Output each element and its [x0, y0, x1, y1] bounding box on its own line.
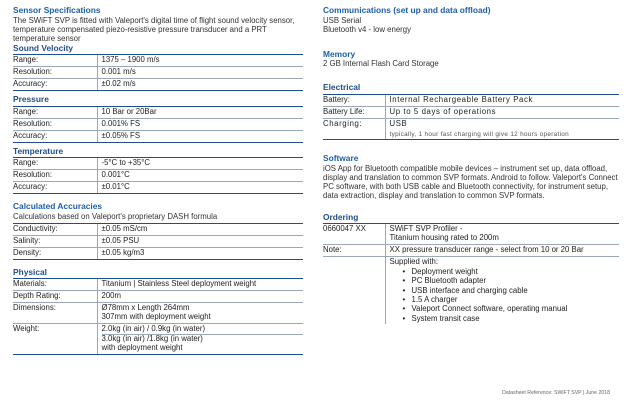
- spec-value: Internal Rechargeable Battery Pack: [385, 95, 619, 106]
- charging-note: typically, 1 hour fast charging will give 12 hours operation: [389, 130, 570, 138]
- spec-value: ±0.05 kg/m3: [97, 247, 303, 259]
- spec-value: -5°C to +35°C: [97, 158, 303, 169]
- product-line-2: Titanium housing rated to 200m: [389, 233, 499, 243]
- dimensions-line-1: Ø78mm x Length 264mm: [101, 303, 190, 313]
- sensor-specs-title: Sensor Specifications: [13, 5, 101, 15]
- table-row: [13, 55, 303, 66]
- spec-value: 10 Bar or 20Bar: [97, 107, 303, 118]
- spec-value: [97, 303, 303, 324]
- table-row: [13, 182, 303, 194]
- order-product: [385, 224, 619, 244]
- table-row: [13, 279, 303, 290]
- table-row: [13, 158, 303, 169]
- pressure-title: Pressure: [13, 95, 303, 107]
- table-row: [323, 118, 619, 139]
- software-title: Software: [323, 153, 359, 164]
- supplied-with: [385, 257, 619, 325]
- spec-value: 1375 – 1900 m/s: [97, 55, 303, 66]
- memory-title: Memory: [323, 48, 356, 59]
- spec-value: [97, 324, 303, 355]
- spec-label: Salinity:: [13, 235, 97, 247]
- spec-label: Battery:: [323, 95, 385, 106]
- note-value: XX pressure transducer range - select from 10 or 20 Bar: [385, 245, 619, 257]
- spec-label: Accuracy:: [13, 79, 97, 91]
- communications-line-1: USB Serial: [323, 15, 362, 25]
- spec-label: Accuracy:: [13, 130, 97, 142]
- table-row: [323, 224, 619, 244]
- spec-label: Range:: [13, 55, 97, 66]
- temperature-title: Temperature: [13, 147, 303, 159]
- ordering-title: Ordering: [323, 213, 619, 225]
- spec-value: ±0.05 PSU: [97, 235, 303, 247]
- table-row: [323, 245, 619, 257]
- table-row: [13, 224, 303, 235]
- weight-line-2: 3.0kg (in air) /1.8kg (in water): [101, 333, 203, 343]
- spec-value: Titanium | Stainless Steel deployment weight: [97, 279, 303, 290]
- spec-label: Battery Life:: [323, 106, 385, 118]
- table-row: [13, 107, 303, 118]
- ordering-table: [323, 224, 619, 324]
- table-row: [13, 303, 303, 324]
- spec-label: Depth Rating:: [13, 291, 97, 303]
- calculated-accuracies-table: [13, 224, 303, 260]
- table-row: [13, 291, 303, 303]
- spec-label: Range:: [13, 107, 97, 118]
- calculated-accuracies-text: Calculations based on Valeport's proprietary DASH formula: [13, 213, 303, 224]
- communications-line-2: Bluetooth v4 - low energy: [323, 24, 411, 34]
- sound-velocity-table: [13, 55, 303, 91]
- spec-value: [385, 118, 619, 139]
- list-item: • Valeport Connect software, operating manual: [412, 304, 620, 313]
- left-column: [13, 6, 303, 355]
- spec-value: ±0.05% FS: [97, 130, 303, 142]
- spec-value: 200m: [97, 291, 303, 303]
- spec-label: Resolution:: [13, 118, 97, 130]
- list-item: • Deployment weight: [412, 267, 620, 276]
- table-row: [13, 118, 303, 130]
- calculated-accuracies-title: Calculated Accuracies: [13, 201, 103, 212]
- weight-line-3: with deployment weight: [101, 342, 183, 352]
- spec-value: 0.001°C: [97, 170, 303, 182]
- temperature-table: [13, 158, 303, 194]
- spec-value: ±0.02 m/s: [97, 79, 303, 91]
- list-item: • System transit case: [412, 314, 620, 323]
- table-row: [13, 130, 303, 142]
- table-row: [13, 324, 303, 355]
- spec-label: Conductivity:: [13, 224, 97, 235]
- memory-line: 2 GB Internal Flash Card Storage: [323, 59, 439, 69]
- sound-velocity-title: Sound Velocity: [13, 44, 303, 56]
- spec-label: Resolution:: [13, 67, 97, 79]
- electrical-title: Electrical: [323, 83, 619, 95]
- list-item: • PC Bluetooth adapter: [412, 276, 620, 285]
- spec-value: ±0.01°C: [97, 182, 303, 194]
- sensor-specs-text: The SWiFT SVP is fitted with Valeport's digital time of flight sound velocity sensor, temperature compensated piezo-resistive pressure transducer and a PRT temperature sensor: [13, 15, 295, 43]
- software-text: iOS App for Bluetooth compatible mobile devices – instrument set up, data offload, display and translation to common SVP formats. Android to follow. Valeport's Connect PC software, with both USB cable and Bluetooth connectivity, for instrument setup, data extraction, display and translation to common SVP formats.: [323, 163, 618, 200]
- spec-value: Up to 5 days of operations: [385, 106, 619, 118]
- weight-line-1: 2.0kg (in air) / 0.9kg (in water): [102, 325, 304, 335]
- spec-value: 0.001% FS: [97, 118, 303, 130]
- spec-label: Dimensions:: [13, 303, 97, 324]
- table-row: [13, 235, 303, 247]
- supplied-list: [390, 267, 620, 323]
- physical-table: [13, 279, 303, 355]
- dimensions-line-2: 307mm with deployment weight: [101, 312, 211, 322]
- datasheet-reference: Datasheet Reference: SWiFT SVP | June 2018: [502, 390, 610, 396]
- list-item: • USB interface and charging cable: [412, 286, 620, 295]
- spec-label: Weight:: [13, 324, 97, 355]
- note-label: Note:: [323, 245, 385, 257]
- product-line-1: SWiFT SVP Profiler -: [389, 224, 463, 234]
- spec-value: ±0.05 mS/cm: [97, 224, 303, 235]
- table-row: [323, 95, 619, 106]
- electrical-table: [323, 95, 619, 140]
- right-column: [323, 6, 619, 324]
- physical-title: Physical: [13, 268, 303, 280]
- table-row: [323, 257, 619, 325]
- spec-label: Resolution:: [13, 170, 97, 182]
- supplied-with-label: Supplied with:: [389, 257, 439, 267]
- spec-label: Charging:: [323, 118, 385, 139]
- table-row: [323, 106, 619, 118]
- spec-value: 0.001 m/s: [97, 67, 303, 79]
- table-row: [13, 79, 303, 91]
- table-row: [13, 67, 303, 79]
- table-row: [13, 247, 303, 259]
- table-row: [13, 170, 303, 182]
- spec-label: Range:: [13, 158, 97, 169]
- pressure-table: [13, 107, 303, 143]
- charging-value: USB: [389, 118, 408, 128]
- order-code: 0660047 XX: [323, 224, 385, 244]
- spec-label: Materials:: [13, 279, 97, 290]
- spec-label: Accuracy:: [13, 182, 97, 194]
- communications-title: Communications (set up and data offload): [323, 5, 491, 15]
- spec-label: Density:: [13, 247, 97, 259]
- list-item: • 1.5 A charger: [412, 295, 620, 304]
